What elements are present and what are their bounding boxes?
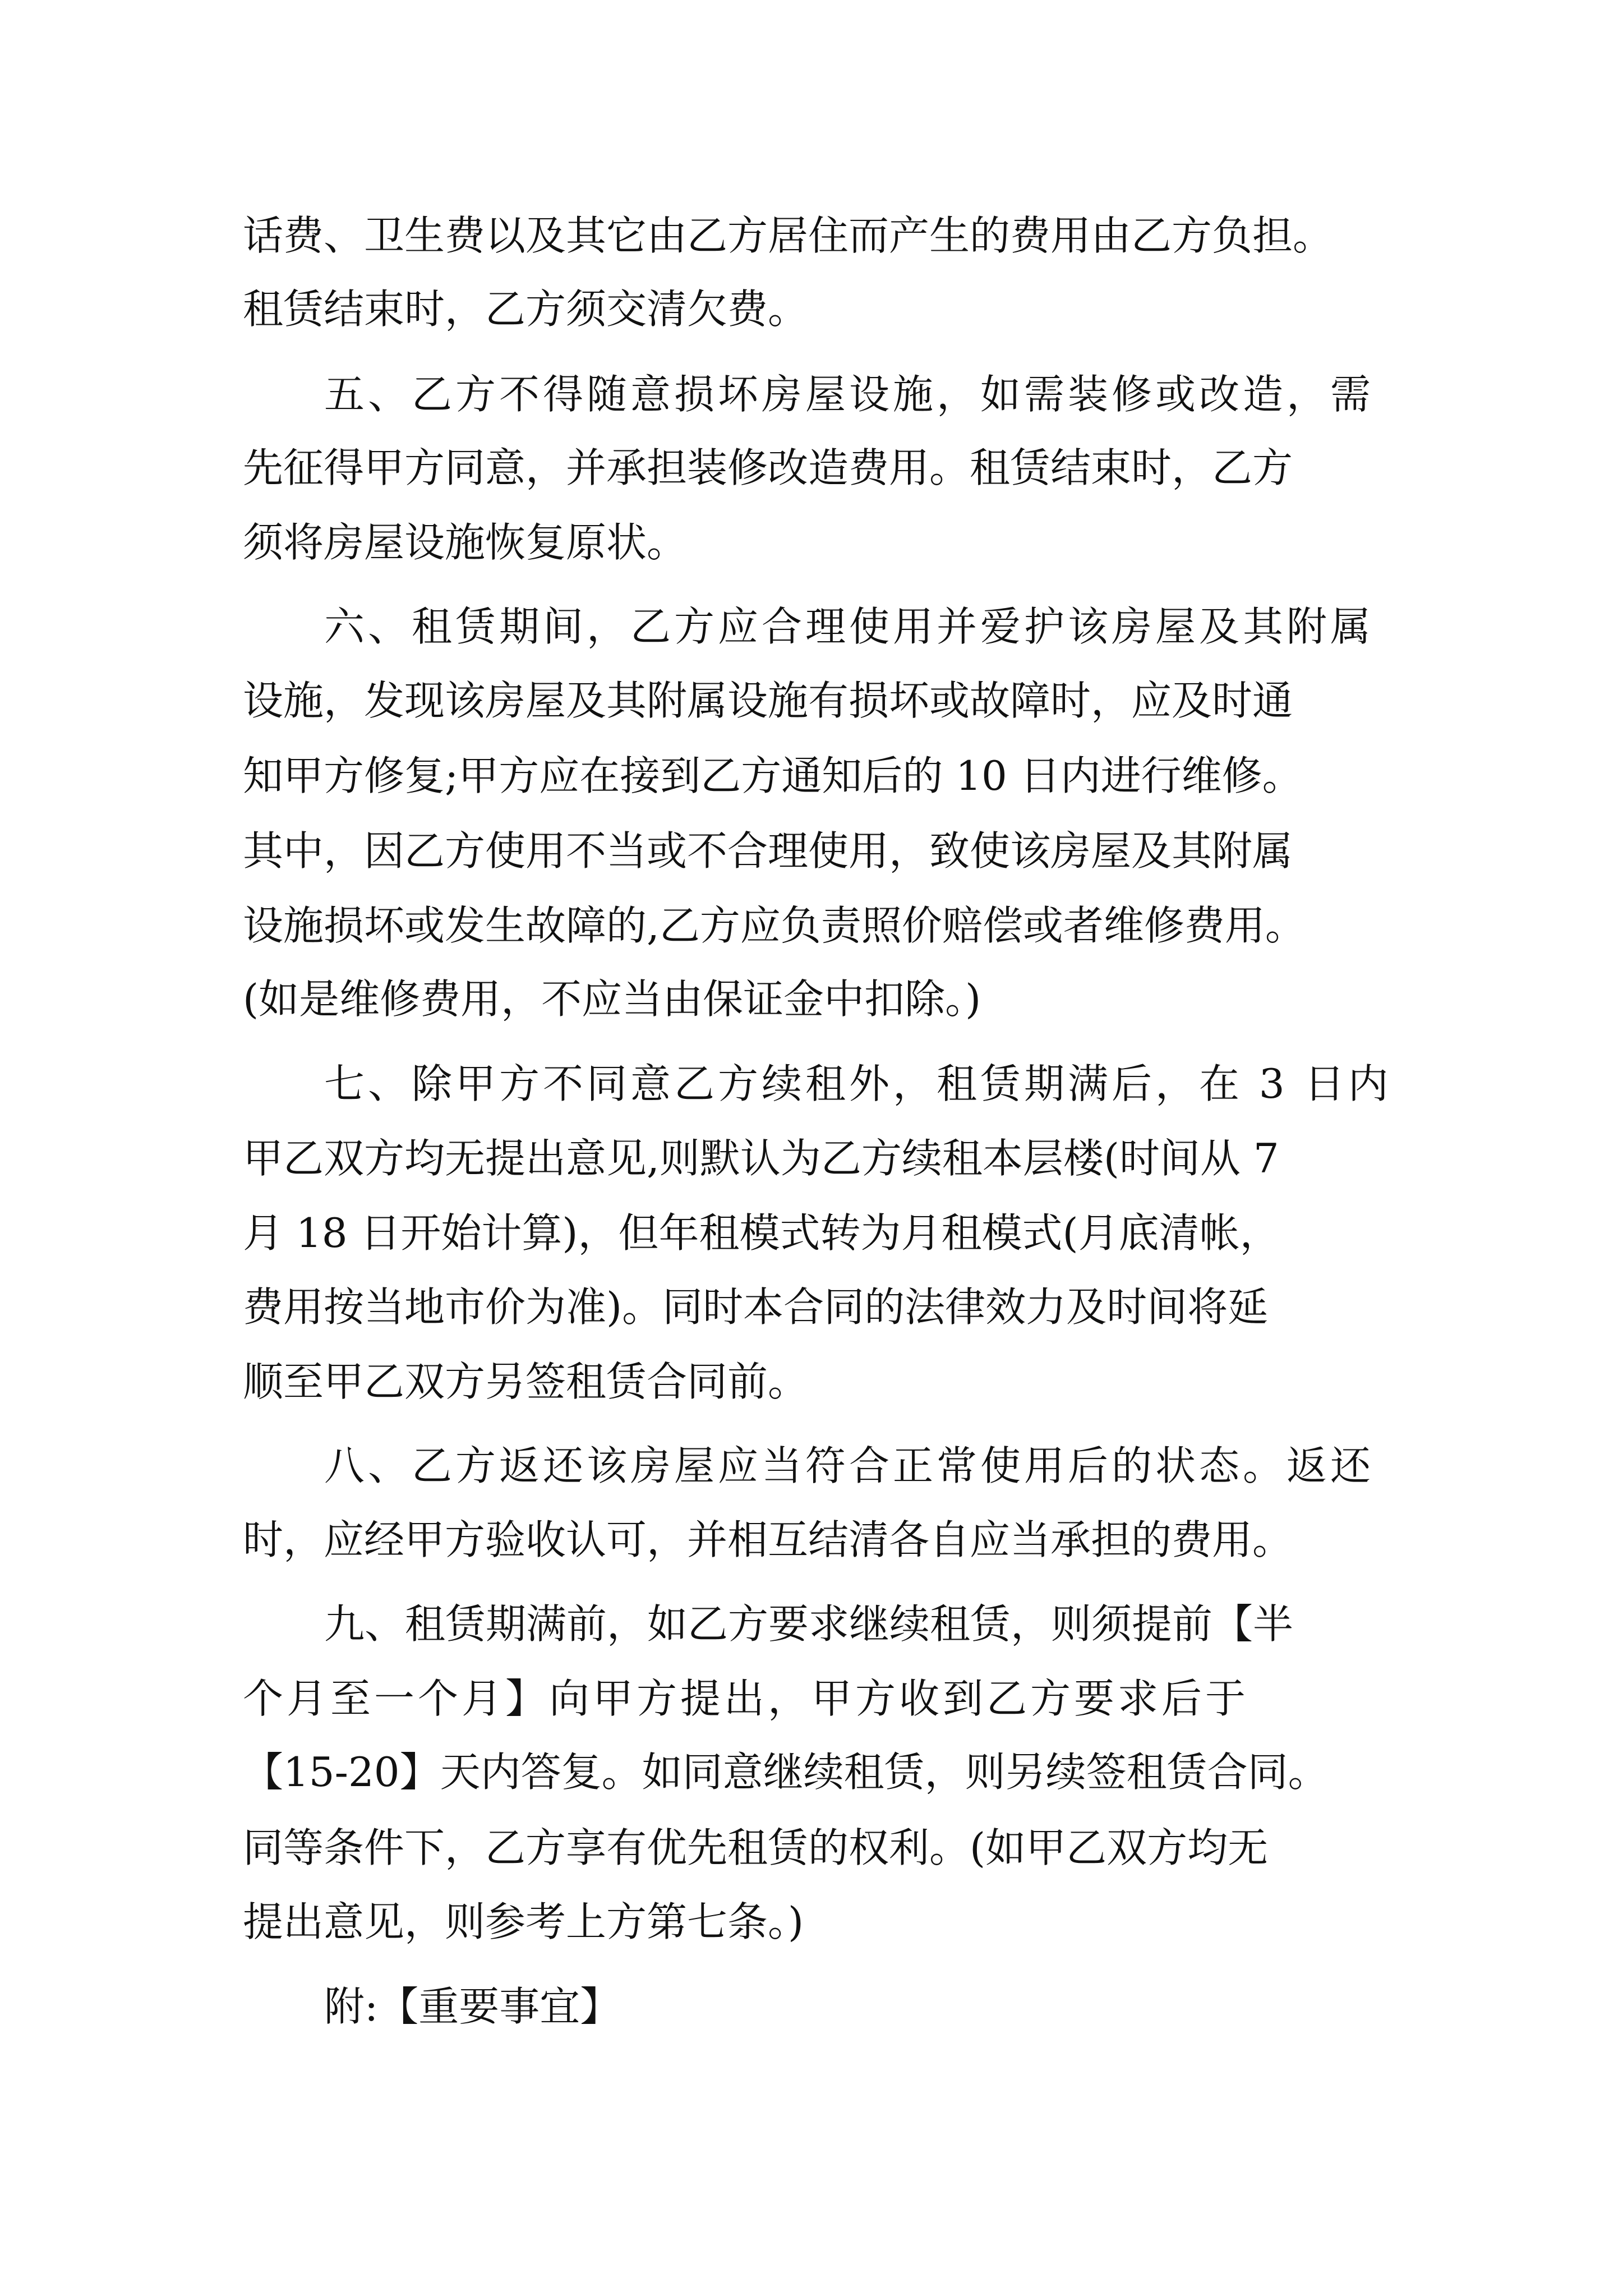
text-line: 个月至一个月】向甲方提出，甲方收到乙方要求后于 — [243, 1675, 1249, 1722]
text-line: 八、乙方返还该房屋应当符合正常使用后的状态。返还 — [324, 1442, 1375, 1489]
text-line: 知甲方修复;甲方应在接到乙方通知后的 10 日内进行维修。 — [243, 752, 1303, 799]
text-line: 设施，发现该房屋及其附属设施有损坏或故障时，应及时通 — [243, 677, 1293, 724]
text-line: 七、除甲方不同意乙方续租外，租赁期满后，在 3 日内 — [324, 1060, 1392, 1107]
text-line: 六、租赁期间，乙方应合理使用并爱护该房屋及其附属 — [324, 603, 1375, 650]
text-line: 五、乙方不得随意损坏房屋设施，如需装修或改造，需 — [324, 371, 1375, 418]
text-line: (如是维修费用，不应当由保证金中扣除。) — [243, 976, 981, 1023]
text-line: 费用按当地市价为准)。同时本合同的法律效力及时间将延 — [243, 1283, 1269, 1331]
text-line: 设施损坏或发生故障的,乙方应负责照价赔偿或者维修费用。 — [243, 902, 1306, 949]
text-line: 顺至甲乙双方另签租赁合同前。 — [243, 1358, 809, 1405]
text-line: 租赁结束时，乙方须交清欠费。 — [243, 286, 809, 333]
text-line: 九、租赁期满前，如乙方要求继续租赁，则须提前【半 — [324, 1600, 1294, 1648]
text-line: 其中，因乙方使用不当或不合理使用，致使该房屋及其附属 — [243, 827, 1293, 875]
text-line: 时，应经甲方验收认可，并相互结清各自应当承担的费用。 — [243, 1516, 1293, 1563]
text-line: 先征得甲方同意，并承担装修改造费用。租赁结束时，乙方 — [243, 444, 1293, 491]
text-line: 月 18 日开始计算)，但年租模式转为月租模式(月底清帐， — [243, 1209, 1280, 1257]
text-line: 附:【重要事宜】 — [324, 1983, 621, 2030]
text-line: 须将房屋设施恢复原状。 — [243, 519, 688, 566]
text-line: 甲乙双方均无提出意见,则默认为乙方续租本层楼(时间从 7 — [243, 1135, 1279, 1182]
text-line: 同等条件下，乙方享有优先租赁的权利。(如甲乙双方均无 — [243, 1824, 1269, 1871]
text-line: 话费、卫生费以及其它由乙方居住而产生的费用由乙方负担。 — [243, 212, 1334, 259]
text-line: 提出意见，则参考上方第七条。) — [243, 1898, 804, 1945]
text-line: 【15-20】天内答复。如同意继续租赁，则另续签租赁合同。 — [243, 1749, 1329, 1796]
